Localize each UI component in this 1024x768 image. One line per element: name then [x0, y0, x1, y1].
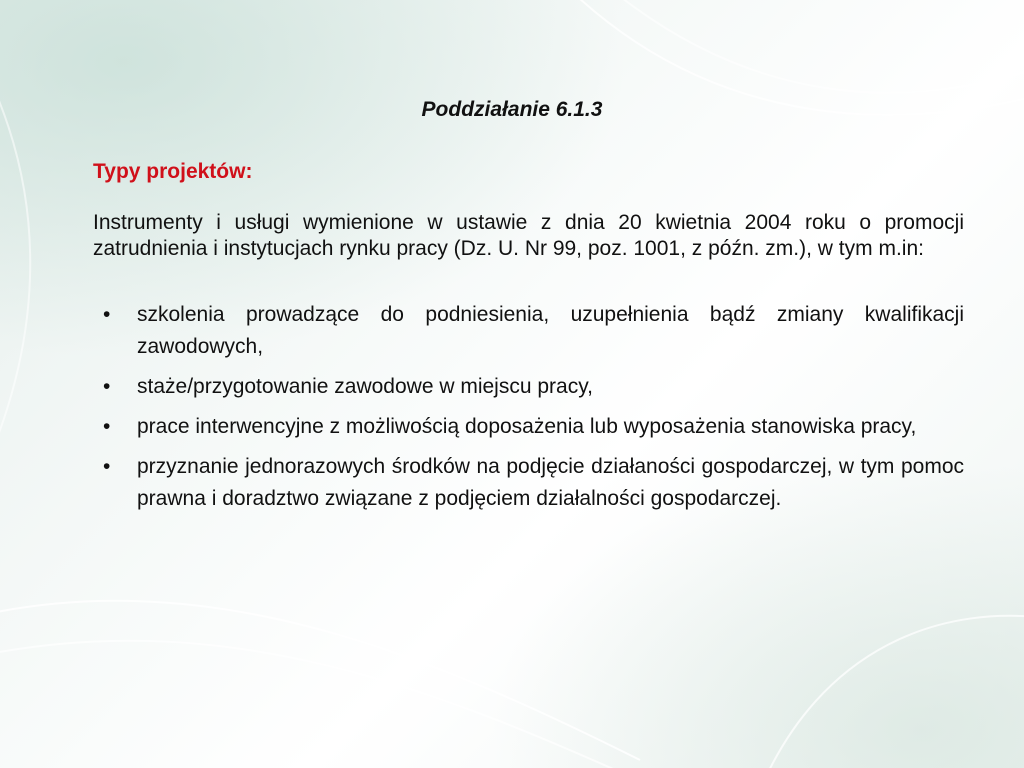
- list-item-text: szkolenia prowadzące do podniesienia, uzupełnienia bądź zmiany kwalifikacji zawodowych,: [137, 303, 964, 358]
- bullet-icon: •: [103, 375, 111, 398]
- intro-paragraph: Instrumenty i usługi wymienione w ustawie z dnia 20 kwietnia 2004 roku o promocji zatrudnienia i instytucjach rynku pracy (Dz. U. Nr 99, poz. 1001, z późn. zm.), w tym m.in:: [93, 211, 964, 260]
- list-item-text: staże/przygotowanie zawodowe w miejscu pracy,: [137, 375, 593, 398]
- list-item: [93, 299, 964, 363]
- bullet-icon: •: [103, 415, 111, 438]
- slide-title: Poddziałanie 6.1.3: [421, 98, 603, 121]
- bullet-icon: •: [103, 303, 111, 326]
- project-types-list: [93, 299, 964, 523]
- section-heading: Typy projektów:: [93, 160, 253, 183]
- list-item: [93, 451, 964, 515]
- list-item-text: prace interwencyjne z możliwością doposażenia lub wyposażenia stanowiska pracy,: [137, 415, 917, 438]
- bullet-icon: •: [103, 455, 111, 478]
- list-item: [93, 411, 964, 443]
- list-item: [93, 371, 964, 403]
- list-item-text: przyznanie jednorazowych środków na podjęcie działaności gospodarczej, w tym pomoc prawna i doradztwo związane z podjęciem działalności gospodarczej.: [137, 455, 964, 510]
